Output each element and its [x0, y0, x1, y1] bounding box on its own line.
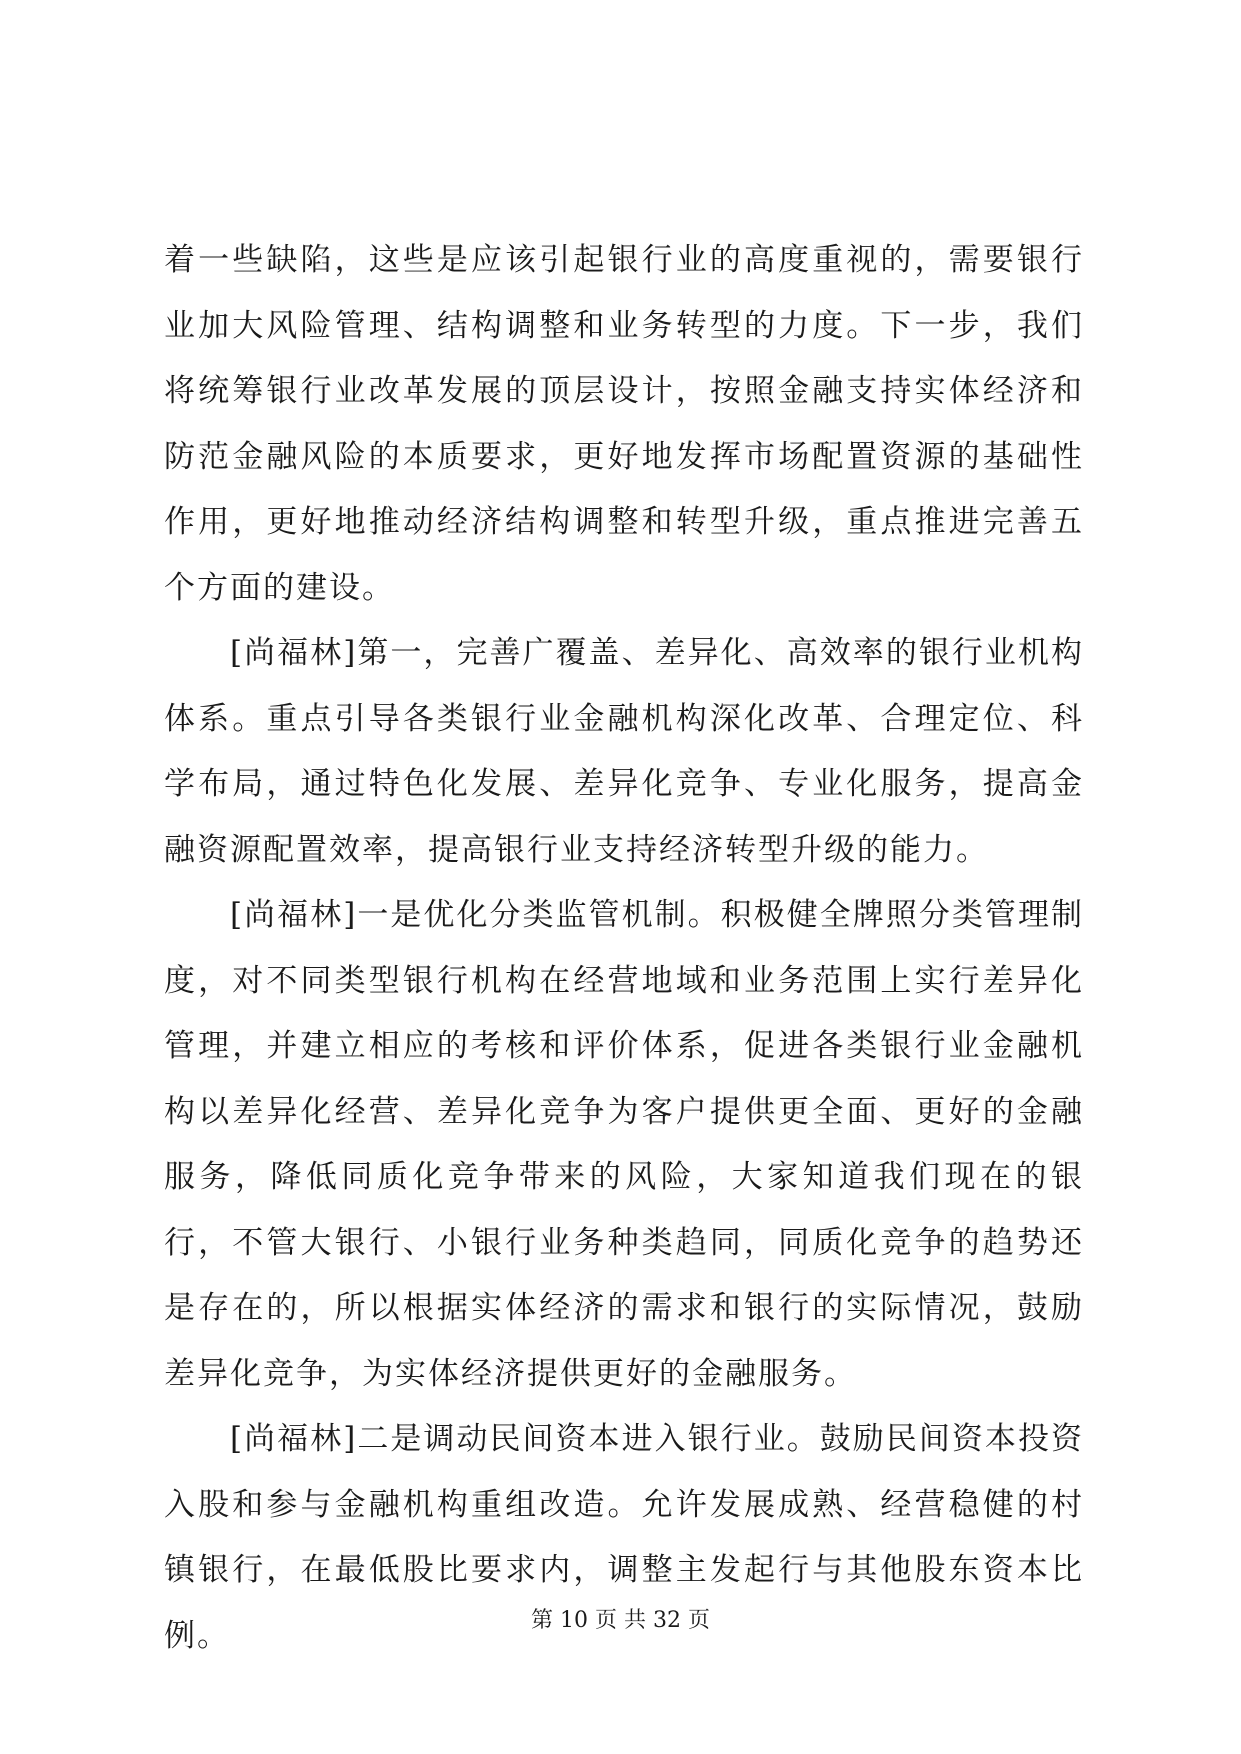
paragraph-1: 着一些缺陷，这些是应该引起银行业的高度重视的，需要银行业加大风险管理、结构调整和业务转型的力度。下一步，我们将统筹银行业改革发展的顶层设计，按照金融支持实体经济和防范金融风险的本质要求，更好地发挥市场配置资源的基础性作用，更好地推动经济结构调整和转型升级，重点推进完善五个方面的建设。	[164, 242, 1084, 606]
page-footer	[0, 1606, 1241, 1636]
document-body	[164, 228, 1084, 1669]
paragraph-4: [尚福林]二是调动民间资本进入银行业。鼓励民间资本投资入股和参与金融机构重组改造。允许发展成熟、经营稳健的村镇银行，在最低股比要求内，调整主发起行与其他股东资本比例。	[164, 1421, 1084, 1654]
paragraph-2: [尚福林]第一，完善广覆盖、差异化、高效率的银行业机构体系。重点引导各类银行业金融机构深化改革、合理定位、科学布局，通过特色化发展、差异化竞争、专业化服务，提高金融资源配置效率，提高银行业支持经济转型升级的能力。	[164, 635, 1084, 868]
page-number-label: 第 10 页 共 32 页	[531, 1608, 710, 1633]
paragraph-3: [尚福林]一是优化分类监管机制。积极健全牌照分类管理制度，对不同类型银行机构在经营地域和业务范围上实行差异化管理，并建立相应的考核和评价体系，促进各类银行业金融机构以差异化经营、差异化竞争为客户提供更全面、更好的金融服务，降低同质化竞争带来的风险，大家知道我们现在的银行，不管大银行、小银行业务种类趋同，同质化竞争的趋势还是存在的，所以根据实体经济的需求和银行的实际情况，鼓励差异化竞争，为实体经济提供更好的金融服务。	[164, 897, 1084, 1392]
